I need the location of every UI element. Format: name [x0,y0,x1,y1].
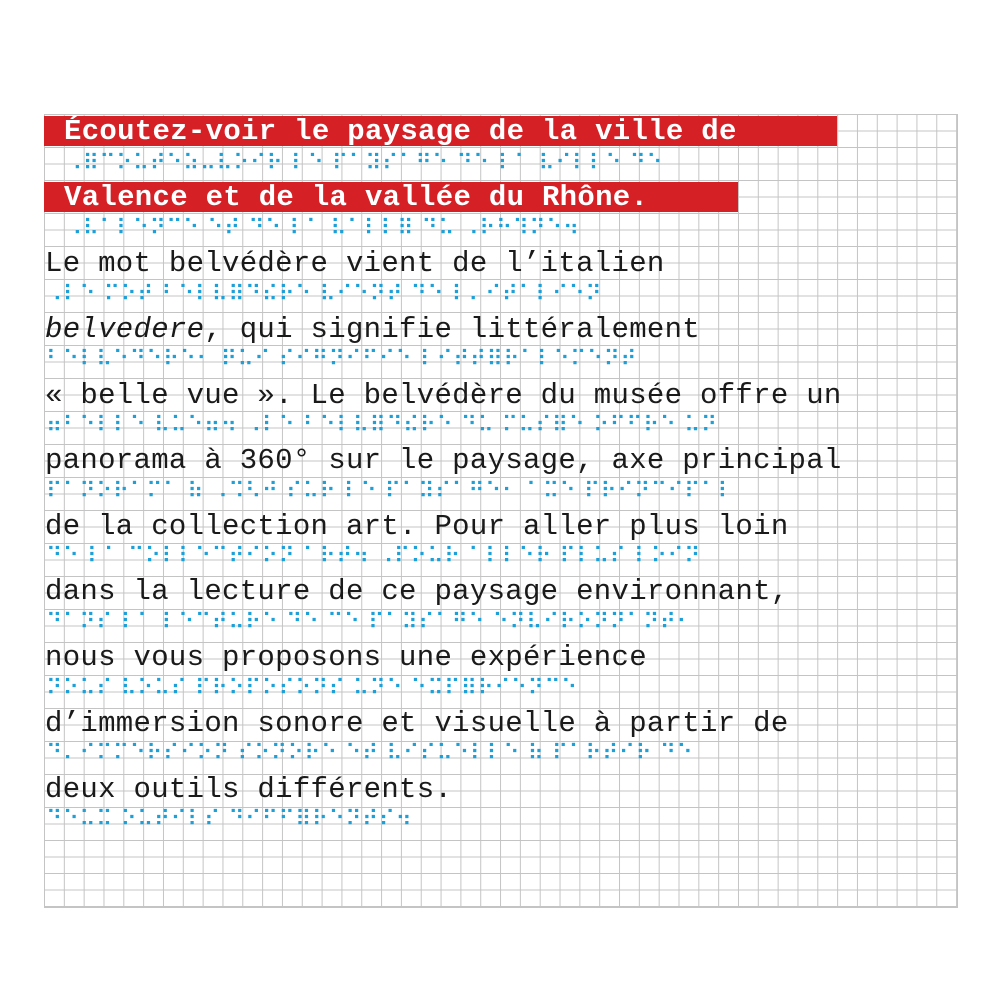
braille-body-line-5: ⠙⠑ ⠇⠁ ⠉⠕⠇⠇⠑⠉⠞⠊⠕⠝ ⠁⠗⠞⠲ ⠠⠏⠕⠥⠗ ⠁⠇⠇⠑⠗ ⠏⠇⠥⠎ ⠇⠕⠊⠝ [46,544,701,569]
body-line-8: d’immersion sonore et visuelle à partir de [45,707,789,740]
title-line-1: Écoutez-voir le paysage de la ville de [64,115,737,148]
italic-term: belvedere [45,313,205,346]
body-line-6: dans la lecture de ce paysage environnant, [45,575,789,608]
braille-body-line-8: ⠙⠄⠊⠍⠍⠑⠗⠎⠊⠕⠝ ⠎⠕⠝⠕⠗⠑ ⠑⠞ ⠧⠊⠎⠥⠑⠇⠇⠑ ⠷ ⠏⠁⠗⠞⠊⠗ ⠙⠑ [46,741,694,766]
braille-body-line-7: ⠝⠕⠥⠎ ⠧⠕⠥⠎ ⠏⠗⠕⠏⠕⠎⠕⠝⠎ ⠥⠝⠑ ⠑⠭⠏⠿⠗⠊⠑⠝⠉⠑ [46,676,578,701]
braille-body-line-6: ⠙⠁⠝⠎ ⠇⠁ ⠇⠑⠉⠞⠥⠗⠑ ⠙⠑ ⠉⠑ ⠏⠁⠽⠎⠁⠛⠑ ⠑⠝⠧⠊⠗⠕⠝⠝⠁⠝⠞⠂ [46,610,694,635]
title-line-2: Valence et de la vallée du Rhône. [64,181,649,214]
braille-title-line-1: ⠠⠿⠉⠕⠥⠞⠑⠵⠤⠧⠕⠊⠗ ⠇⠑ ⠏⠁⠽⠎⠁⠛⠑ ⠙⠑ ⠇⠁ ⠧⠊⠇⠇⠑ ⠙⠑ [66,151,664,176]
body-line-9: deux outils différents. [45,773,453,806]
body-line-7: nous vous proposons une expérience [45,641,647,674]
braille-body-line-9: ⠙⠑⠥⠭ ⠕⠥⠞⠊⠇⠎ ⠙⠊⠋⠋⠿⠗⠑⠝⠞⠎⠲ [46,807,413,832]
braille-body-line-3: ⠶⠃⠑⠇⠇⠑ ⠧⠥⠑⠶⠲ ⠠⠇⠑ ⠃⠑⠇⠧⠿⠙⠮⠗⠑ ⠙⠥ ⠍⠥⠎⠿⠑ ⠕⠋⠋⠗⠑ ⠥⠝ [46,413,718,438]
body-line-3: « belle vue ». Le belvédère du musée offre un [45,379,842,412]
body-line-2 [45,313,700,346]
body-line-4: panorama à 360° sur le paysage, axe principal [45,444,842,477]
body-line-2-rest: , qui signifie littéralement [204,313,701,346]
braille-body-line-2: ⠃⠑⠇⠧⠑⠙⠑⠗⠑⠂ ⠟⠥⠊ ⠎⠊⠛⠝⠊⠋⠊⠑ ⠇⠊⠞⠞⠿⠗⠁⠇⠑⠍⠑⠝⠞ [46,347,638,372]
body-line-5: de la collection art. Pour aller plus loin [45,510,789,543]
braille-title-line-2: ⠠⠧⠁⠇⠑⠝⠉⠑ ⠑⠞ ⠙⠑ ⠇⠁ ⠧⠁⠇⠇⠿ ⠙⠥ ⠠⠗⠓⠹⠝⠑⠲ [66,216,580,241]
body-line-1: Le mot belvédère vient de l’italien [45,247,665,280]
braille-body-line-4: ⠏⠁⠝⠕⠗⠁⠍⠁ ⠷ ⠠⠩⠣⠚ ⠎⠥⠗ ⠇⠑ ⠏⠁⠽⠎⠁⠛⠑⠂ ⠁⠭⠑ ⠏⠗⠊⠝⠉⠊⠏⠁⠇ [46,479,735,504]
braille-body-line-1: ⠠⠇⠑ ⠍⠕⠞ ⠃⠑⠇⠧⠿⠙⠮⠗⠑ ⠧⠊⠑⠝⠞ ⠙⠑ ⠇⠄⠊⠞⠁⠇⠊⠑⠝ [46,282,603,307]
